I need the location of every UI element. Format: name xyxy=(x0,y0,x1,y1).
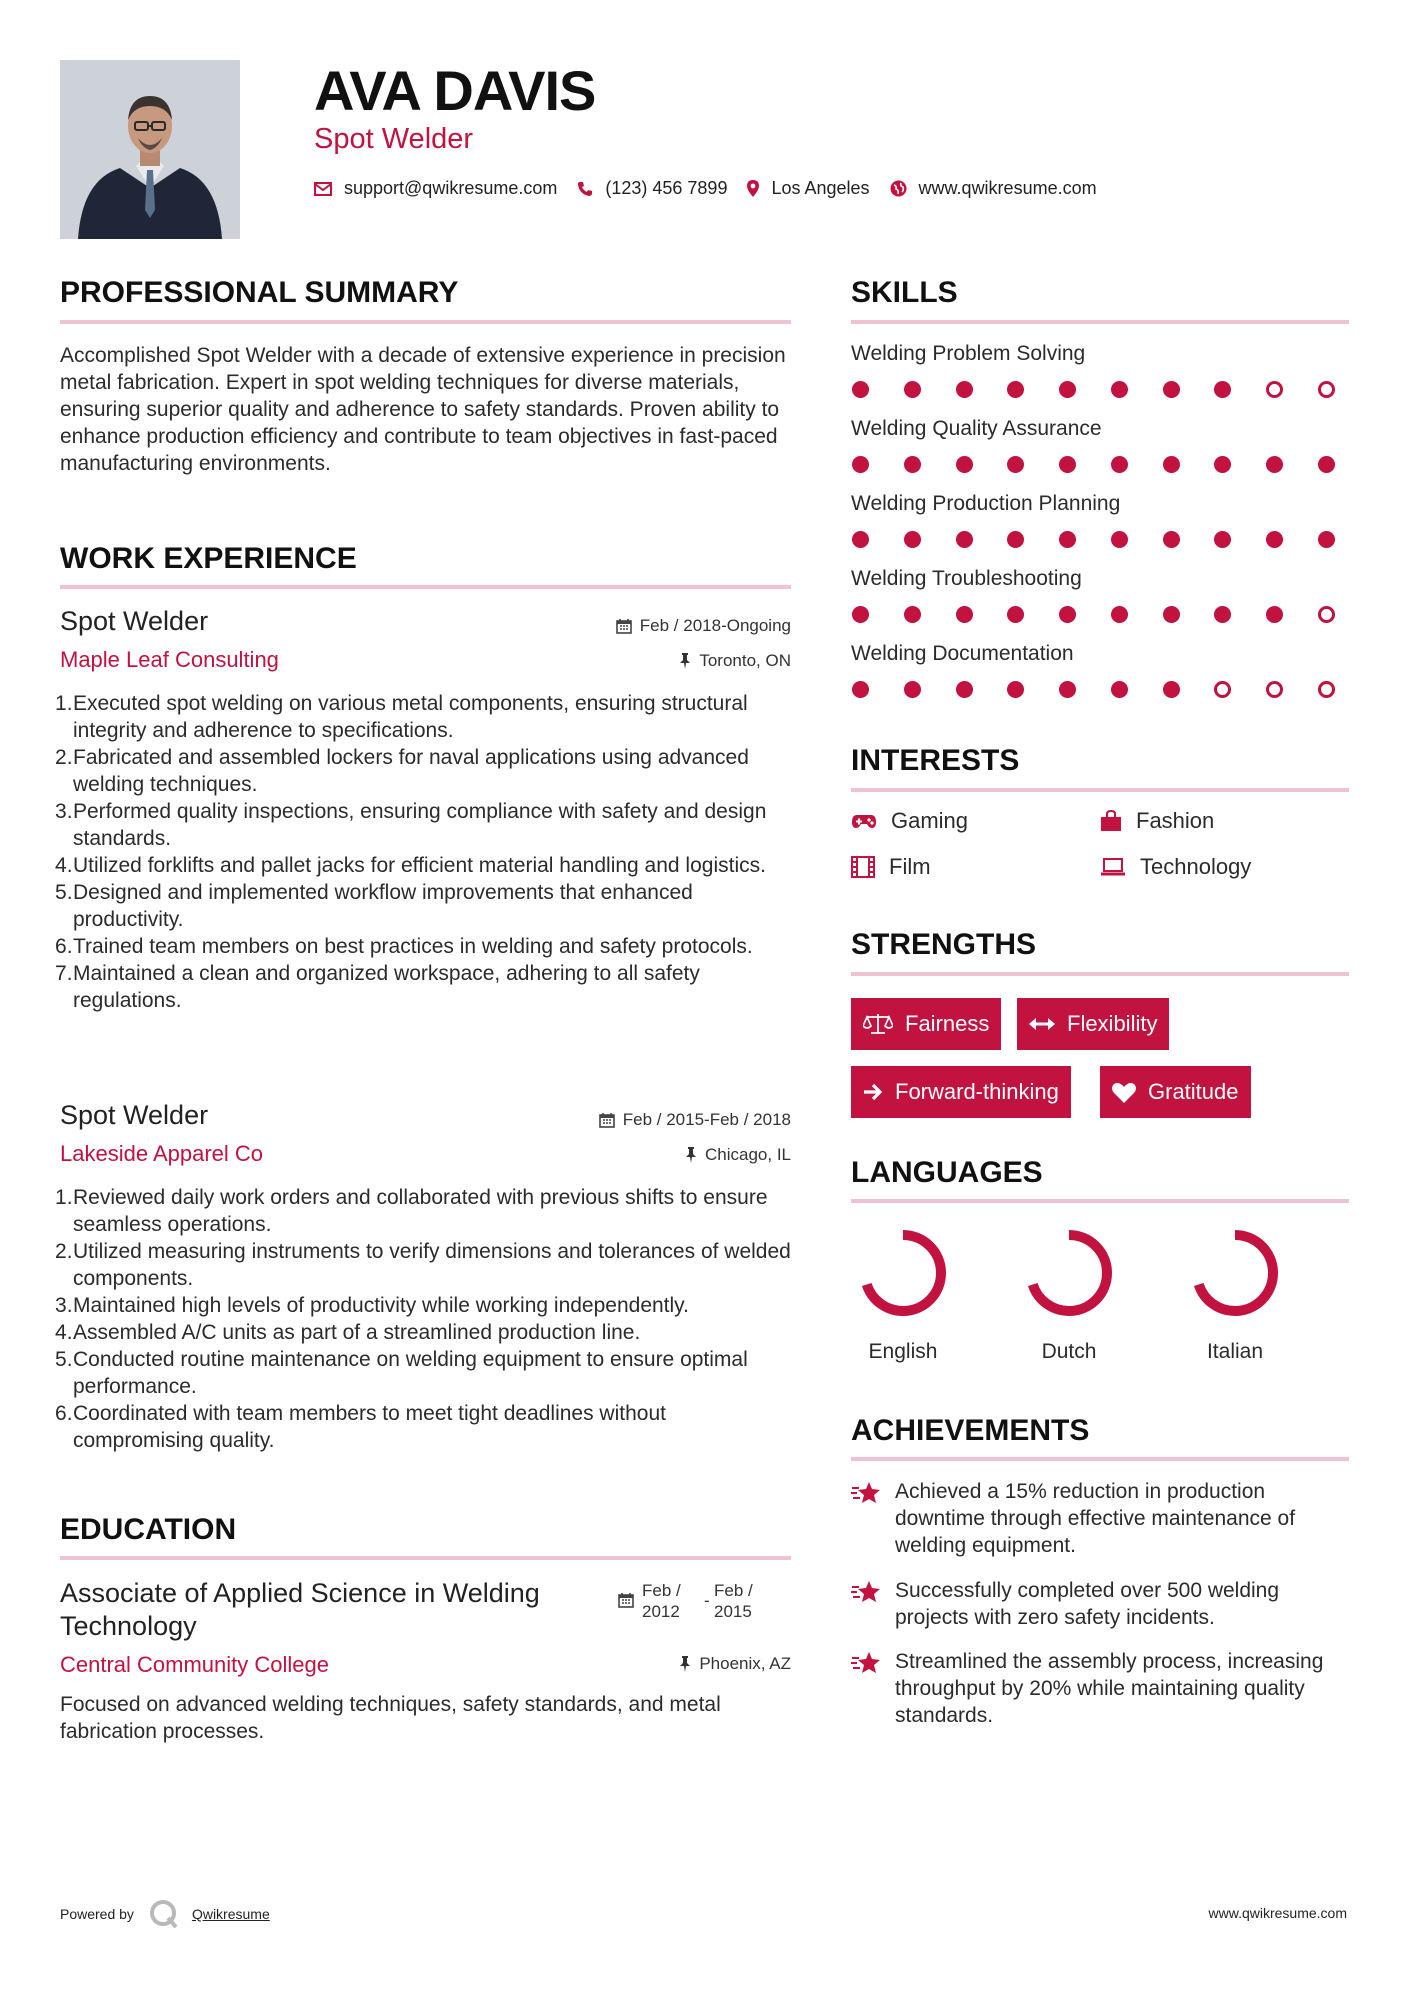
strength-label: Fairness xyxy=(905,1011,990,1036)
rating-dot-filled xyxy=(1163,456,1180,473)
rating-dot-empty xyxy=(1318,381,1335,398)
rating-dot-empty xyxy=(1318,681,1335,698)
education-location-text: Phoenix, AZ xyxy=(699,1654,791,1673)
strength-label: Forward-thinking xyxy=(895,1079,1059,1104)
strength-label: Flexibility xyxy=(1067,1011,1158,1036)
person-portrait-icon xyxy=(60,60,240,239)
education-dates xyxy=(618,1580,774,1622)
star-award-icon xyxy=(851,1650,881,1676)
strengths-heading: STRENGTHS xyxy=(851,928,1037,961)
rating-dot-filled xyxy=(904,531,921,548)
languages-heading: LANGUAGES xyxy=(851,1156,1043,1189)
calendar-icon xyxy=(618,1592,634,1608)
list-item: 4 . Assembled A/C units as part of a streamlined production line. xyxy=(55,1319,795,1346)
achievement-text: Achieved a 15% reduction in production downtime through effective maintenance of welding equipment. xyxy=(895,1480,1296,1557)
job-1-bullets xyxy=(55,690,795,1014)
rating-dot-empty xyxy=(1266,381,1283,398)
rating-dot-filled xyxy=(904,606,921,623)
achievement-1 xyxy=(851,1478,1349,1559)
rating-dot-filled xyxy=(1007,606,1024,623)
interest-label: Fashion xyxy=(1136,808,1215,833)
interests-divider xyxy=(851,788,1349,792)
interest-film xyxy=(851,854,931,880)
job-1-location xyxy=(679,651,791,671)
skill-name: Welding Production Planning xyxy=(851,492,1121,515)
education-description: Focused on advanced welding techniques, safety standards, and metal fabrication processes. xyxy=(60,1693,721,1743)
job-1-dates-text: Feb / 2018-Ongoing xyxy=(639,616,791,635)
strength-gratitude xyxy=(1100,1066,1251,1118)
rating-dot-empty xyxy=(1266,681,1283,698)
powered-by-label: Powered by xyxy=(60,1906,134,1922)
laptop-icon xyxy=(1100,857,1126,877)
summary-text: Accomplished Spot Welder with a decade of extensive experience in precision metal fabrication. Expert in spot welding techniques for diverse materials, ensuring superior quality and adherence to safety standards. Proven ability to enhance production efficiency and contribute to team objectives in fast-paced manufacturing environments. xyxy=(60,344,786,475)
balance-scale-icon xyxy=(863,1013,893,1035)
calendar-icon xyxy=(599,1112,615,1128)
profile-photo xyxy=(60,60,240,239)
list-item: 6 . Trained team members on best practices in welding and safety protocols. xyxy=(55,933,795,960)
rating-dot-filled xyxy=(1111,456,1128,473)
candidate-name: AVA DAVIS xyxy=(314,59,596,122)
education-end: Feb / 2015 xyxy=(714,1581,753,1621)
language-name: Dutch xyxy=(1041,1340,1097,1363)
contact-website[interactable] xyxy=(890,178,1097,199)
strengths-divider xyxy=(851,972,1349,976)
rating-dot-filled xyxy=(1266,456,1283,473)
education-location xyxy=(679,1654,791,1674)
skill-name: Welding Quality Assurance xyxy=(851,417,1102,440)
language-gauge xyxy=(853,1223,953,1323)
education-start: Feb / 2012 xyxy=(642,1581,681,1621)
rating-dot-filled xyxy=(1059,381,1076,398)
strength-label: Gratitude xyxy=(1148,1079,1239,1104)
rating-dot-filled xyxy=(956,681,973,698)
job-2-title: Spot Welder xyxy=(60,1100,209,1130)
rating-dot-filled xyxy=(1318,456,1335,473)
rating-dot-filled xyxy=(1266,531,1283,548)
job-1-location-text: Toronto, ON xyxy=(699,651,791,670)
contact-website-text: www.qwikresume.com xyxy=(918,178,1097,198)
arrows-horizontal-icon xyxy=(1029,1017,1055,1031)
heart-icon xyxy=(1112,1082,1136,1103)
rating-dot-filled xyxy=(1318,531,1335,548)
job-2-dates xyxy=(599,1110,791,1130)
rating-dot-filled xyxy=(1163,531,1180,548)
summary-divider xyxy=(60,320,791,324)
contact-bar xyxy=(314,178,1117,199)
footer-powered-by xyxy=(60,1898,270,1930)
shopping-bag-icon xyxy=(1100,810,1122,832)
achievements-divider xyxy=(851,1457,1349,1461)
rating-dot-filled xyxy=(1111,381,1128,398)
education-degree: Associate of Applied Science in Welding Technology xyxy=(60,1578,540,1641)
rating-dot-filled xyxy=(1214,381,1231,398)
rating-dot-filled xyxy=(956,381,973,398)
rating-dot-filled xyxy=(1111,681,1128,698)
rating-dot-filled xyxy=(956,531,973,548)
skill-rating xyxy=(852,681,1335,698)
skill-rating xyxy=(852,381,1335,398)
language-name: Italian xyxy=(1206,1340,1264,1363)
contact-phone[interactable] xyxy=(577,178,727,199)
education-heading: EDUCATION xyxy=(60,1513,237,1546)
list-item: 5 . Designed and implemented workflow improvements that enhanced productivity. xyxy=(55,879,795,933)
interest-technology xyxy=(1100,854,1251,880)
footer-site[interactable]: www.qwikresume.com xyxy=(1208,1905,1347,1921)
skill-name: Welding Troubleshooting xyxy=(851,567,1082,590)
rating-dot-filled xyxy=(1214,606,1231,623)
contact-location xyxy=(747,178,869,199)
interest-label: Technology xyxy=(1140,854,1252,879)
languages-divider xyxy=(851,1199,1349,1203)
summary-heading: PROFESSIONAL SUMMARY xyxy=(60,276,459,309)
language-gauge-arc xyxy=(865,1235,941,1311)
language-gauge-arc xyxy=(1031,1235,1107,1311)
rating-dot-filled xyxy=(956,606,973,623)
rating-dot-filled xyxy=(904,456,921,473)
rating-dot-filled xyxy=(904,681,921,698)
list-item: 2 . Utilized measuring instruments to verify dimensions and tolerances of welded components. xyxy=(55,1238,795,1292)
rating-dot-filled xyxy=(1111,531,1128,548)
rating-dot-filled xyxy=(1059,531,1076,548)
list-item: 3 . Performed quality inspections, ensuring compliance with safety and design standards. xyxy=(55,798,795,852)
qwikresume-logo-icon xyxy=(148,1898,180,1930)
rating-dot-filled xyxy=(852,681,869,698)
rating-dot-filled xyxy=(1007,456,1024,473)
contact-email-text: support@qwikresume.com xyxy=(344,178,558,198)
list-item: 7 . Maintained a clean and organized workspace, adhering to all safety regulations. xyxy=(55,960,795,1014)
rating-dot-filled xyxy=(1059,681,1076,698)
language-gauge xyxy=(1185,1223,1285,1323)
rating-dot-filled xyxy=(1059,606,1076,623)
interests-heading: INTERESTS xyxy=(851,744,1020,777)
arrow-right-icon xyxy=(863,1083,883,1101)
star-award-icon xyxy=(851,1579,881,1605)
qwikresume-link[interactable]: Qwikresume xyxy=(191,1906,270,1922)
rating-dot-filled xyxy=(852,381,869,398)
contact-phone-text: (123) 456 7899 xyxy=(605,178,728,198)
film-icon xyxy=(851,856,875,878)
job-1-dates xyxy=(616,616,791,636)
pushpin-icon xyxy=(685,1147,697,1163)
map-pin-icon xyxy=(747,180,759,197)
achievement-3 xyxy=(851,1648,1349,1729)
star-award-icon xyxy=(851,1480,881,1506)
skills-divider xyxy=(851,320,1349,324)
language-gauge-arc xyxy=(1197,1235,1273,1311)
language-name: English xyxy=(868,1340,938,1363)
list-item: 3 . Maintained high levels of productivity while working independently. xyxy=(55,1292,795,1319)
rating-dot-empty xyxy=(1214,681,1231,698)
experience-heading: WORK EXPERIENCE xyxy=(60,542,357,575)
rating-dot-filled xyxy=(1007,681,1024,698)
job-2-dates-text: Feb / 2015-Feb / 2018 xyxy=(622,1110,791,1129)
strength-fairness xyxy=(851,998,1001,1050)
contact-email[interactable] xyxy=(314,178,557,199)
strength-forward-thinking xyxy=(851,1066,1071,1118)
interest-gaming xyxy=(851,808,968,834)
job-2-bullets xyxy=(55,1184,795,1454)
list-item: 2 . Fabricated and assembled lockers for naval applications using advanced welding techniques. xyxy=(55,744,795,798)
date-separator: - xyxy=(704,1591,710,1610)
rating-dot-filled xyxy=(1111,606,1128,623)
list-item: 1 . Executed spot welding on various metal components, ensuring structural integrity and adherence to specifications. xyxy=(55,690,795,744)
pushpin-icon xyxy=(679,1656,691,1672)
interest-label: Gaming xyxy=(891,808,969,833)
achievement-2 xyxy=(851,1577,1349,1631)
rating-dot-filled xyxy=(1007,381,1024,398)
rating-dot-filled xyxy=(1163,381,1180,398)
calendar-icon xyxy=(616,618,632,634)
skill-name: Welding Problem Solving xyxy=(851,342,1086,365)
skill-name: Welding Documentation xyxy=(851,642,1074,665)
rating-dot-filled xyxy=(1214,456,1231,473)
rating-dot-filled xyxy=(1163,606,1180,623)
achievement-text: Successfully completed over 500 welding projects with zero safety incidents. xyxy=(895,1579,1280,1629)
strength-flexibility xyxy=(1017,998,1169,1050)
rating-dot-filled xyxy=(852,606,869,623)
list-item: 5 . Conducted routine maintenance on welding equipment to ensure optimal performance. xyxy=(55,1346,795,1400)
list-item: 4 . Utilized forklifts and pallet jacks for efficient material handling and logistics. xyxy=(55,852,795,879)
rating-dot-filled xyxy=(1007,531,1024,548)
pushpin-icon xyxy=(679,653,691,669)
job-2-location xyxy=(685,1145,791,1165)
rating-dot-filled xyxy=(1266,606,1283,623)
contact-location-text: Los Angeles xyxy=(771,178,870,198)
language-gauge xyxy=(1019,1223,1119,1323)
rating-dot-filled xyxy=(956,456,973,473)
achievement-text: Streamlined the assembly process, increasing throughput by 20% while maintaining quality standards. xyxy=(895,1650,1324,1727)
rating-dot-filled xyxy=(1059,456,1076,473)
education-school: Central Community College xyxy=(60,1652,329,1677)
interest-fashion xyxy=(1100,808,1214,834)
skill-rating xyxy=(852,456,1335,473)
education-divider xyxy=(60,1556,791,1560)
gamepad-icon xyxy=(851,813,877,829)
skill-rating xyxy=(852,606,1335,623)
job-2-company: Lakeside Apparel Co xyxy=(60,1141,264,1166)
job-1-company: Maple Leaf Consulting xyxy=(60,647,279,672)
rating-dot-filled xyxy=(1163,681,1180,698)
rating-dot-filled xyxy=(904,381,921,398)
job-2-location-text: Chicago, IL xyxy=(705,1145,791,1164)
envelope-icon xyxy=(314,182,332,196)
rating-dot-filled xyxy=(1214,531,1231,548)
globe-icon xyxy=(890,180,907,197)
skills-heading: SKILLS xyxy=(851,276,958,309)
experience-divider xyxy=(60,585,791,589)
list-item: 1 . Reviewed daily work orders and collaborated with previous shifts to ensure seamless operations. xyxy=(55,1184,795,1238)
rating-dot-filled xyxy=(852,531,869,548)
candidate-role: Spot Welder xyxy=(314,123,474,155)
phone-icon xyxy=(577,181,593,197)
rating-dot-empty xyxy=(1318,606,1335,623)
achievements-heading: ACHIEVEMENTS xyxy=(851,1414,1090,1447)
job-1-title: Spot Welder xyxy=(60,606,209,636)
rating-dot-filled xyxy=(852,456,869,473)
list-item: 6 . Coordinated with team members to meet tight deadlines without compromising quality. xyxy=(55,1400,795,1454)
skill-rating xyxy=(852,531,1335,548)
interest-label: Film xyxy=(889,854,931,879)
